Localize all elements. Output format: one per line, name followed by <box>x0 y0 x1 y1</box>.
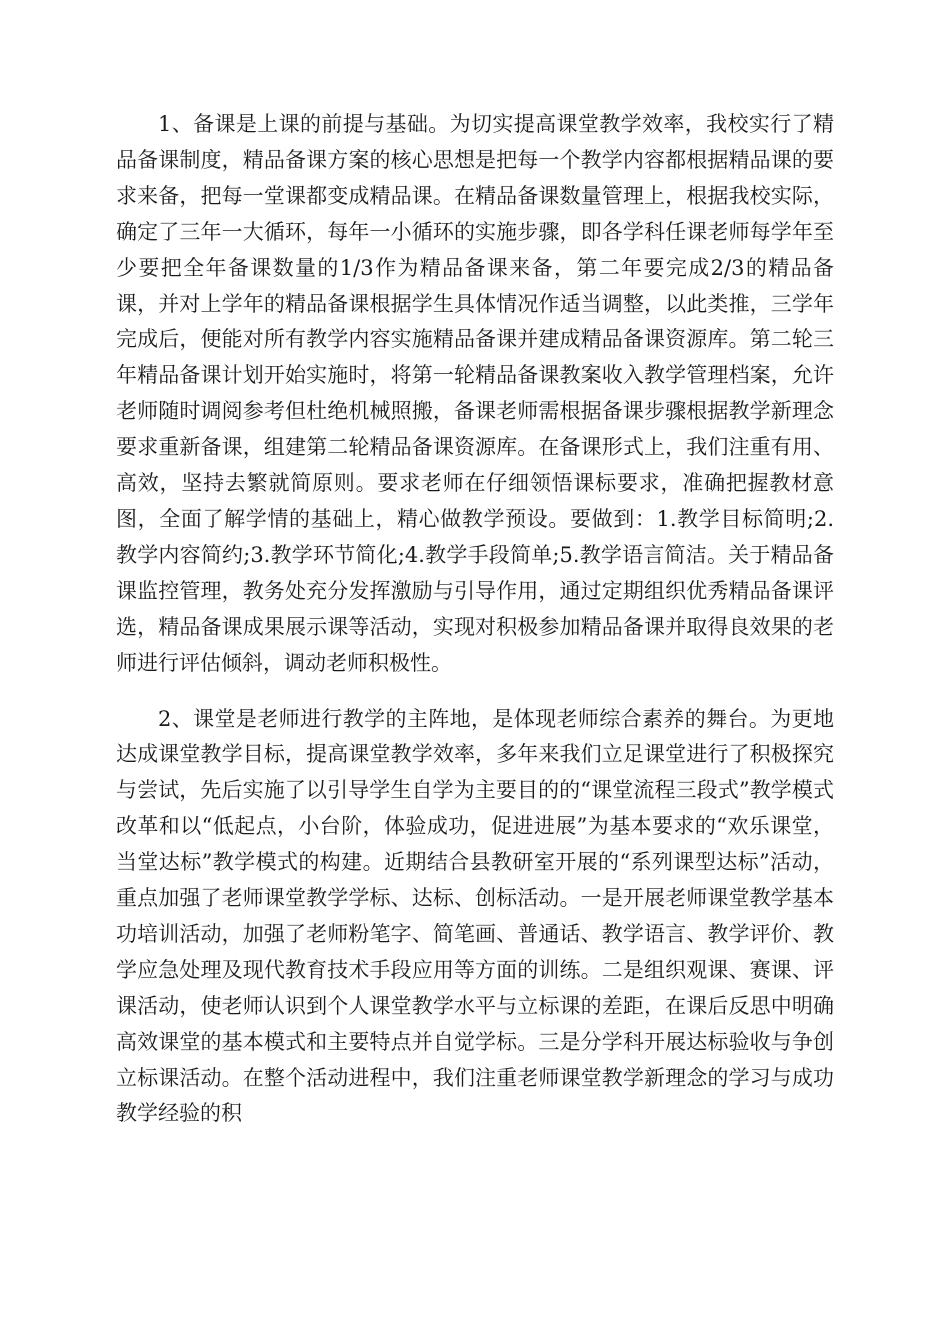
document-body <box>116 107 834 1132</box>
paragraph-lesson-preparation: 1、备课是上课的前提与基础。为切实提高课堂教学效率，我校实行了精品备课制度，精品备课方案的核心思想是把每一个教学内容都根据精品课的要求来备，把每一堂课都变成精品课。在精品备课数量管理上，根据我校实际，确定了三年一大循环，每年一小循环的实施步骤，即各学科任课老师每学年至少要把全年备课数量的1/3作为精品备课来备，第二年要完成2/3的精品备课，并对上学年的精品备课根据学生具体情况作适当调整，以此类推，三学年完成后，便能对所有教学内容实施精品备课并建成精品备课资源库。第二轮三年精品备课计划开始实施时，将第一轮精品备课教案收入教学管理档案，允许老师随时调阅参考但杜绝机械照搬，备课老师需根据备课步骤根据教学新理念要求重新备课，组建第二轮精品备课资源库。在备课形式上，我们注重有用、高效，坚持去繁就简原则。要求老师在仔细领悟课标要求，准确把握教材意图，全面了解学情的基础上，精心做教学预设。要做到：1.教学目标简明;2.教学内容简约;3.教学环节简化;4.教学手段简单;5.教学语言简洁。关于精品备课监控管理，教务处充分发挥激励与引导作用，通过定期组织优秀精品备课评选，精品备课成果展示课等活动，实现对积极参加精品备课并取得良效果的老师进行评估倾斜，调动老师积极性。 <box>116 112 834 675</box>
paragraph-classroom-teaching: 2、课堂是老师进行教学的主阵地，是体现老师综合素养的舞台。为更地达成课堂教学目标，提高课堂教学效率，多年来我们立足课堂进行了积极探究与尝试，先后实施了以引导学生自学为主要目的的“课堂流程三段式”教学模式改革和以“低起点，小台阶，体验成功，促进进展”为基本要求的“欢乐课堂，当堂达标”教学模式的构建。近期结合县教研室开展的“系列课型达标”活动，重点加强了老师课堂教学学标、达标、创标活动。一是开展老师课堂教学基本功培训活动，加强了老师粉笔字、简笔画、普通话、教学语言、教学评价、教学应急处理及现代教育技术手段应用等方面的训练。二是组织观课、赛课、评课活动，使老师认识到个人课堂教学水平与立标课的差距，在课后反思中明确高效课堂的基本模式和主要特点并自觉学标。三是分学科开展达标验收与争创立标课活动。在整个活动进程中，我们注重老师课堂教学新理念的学习与成功教学经验的积 <box>116 706 834 1126</box>
